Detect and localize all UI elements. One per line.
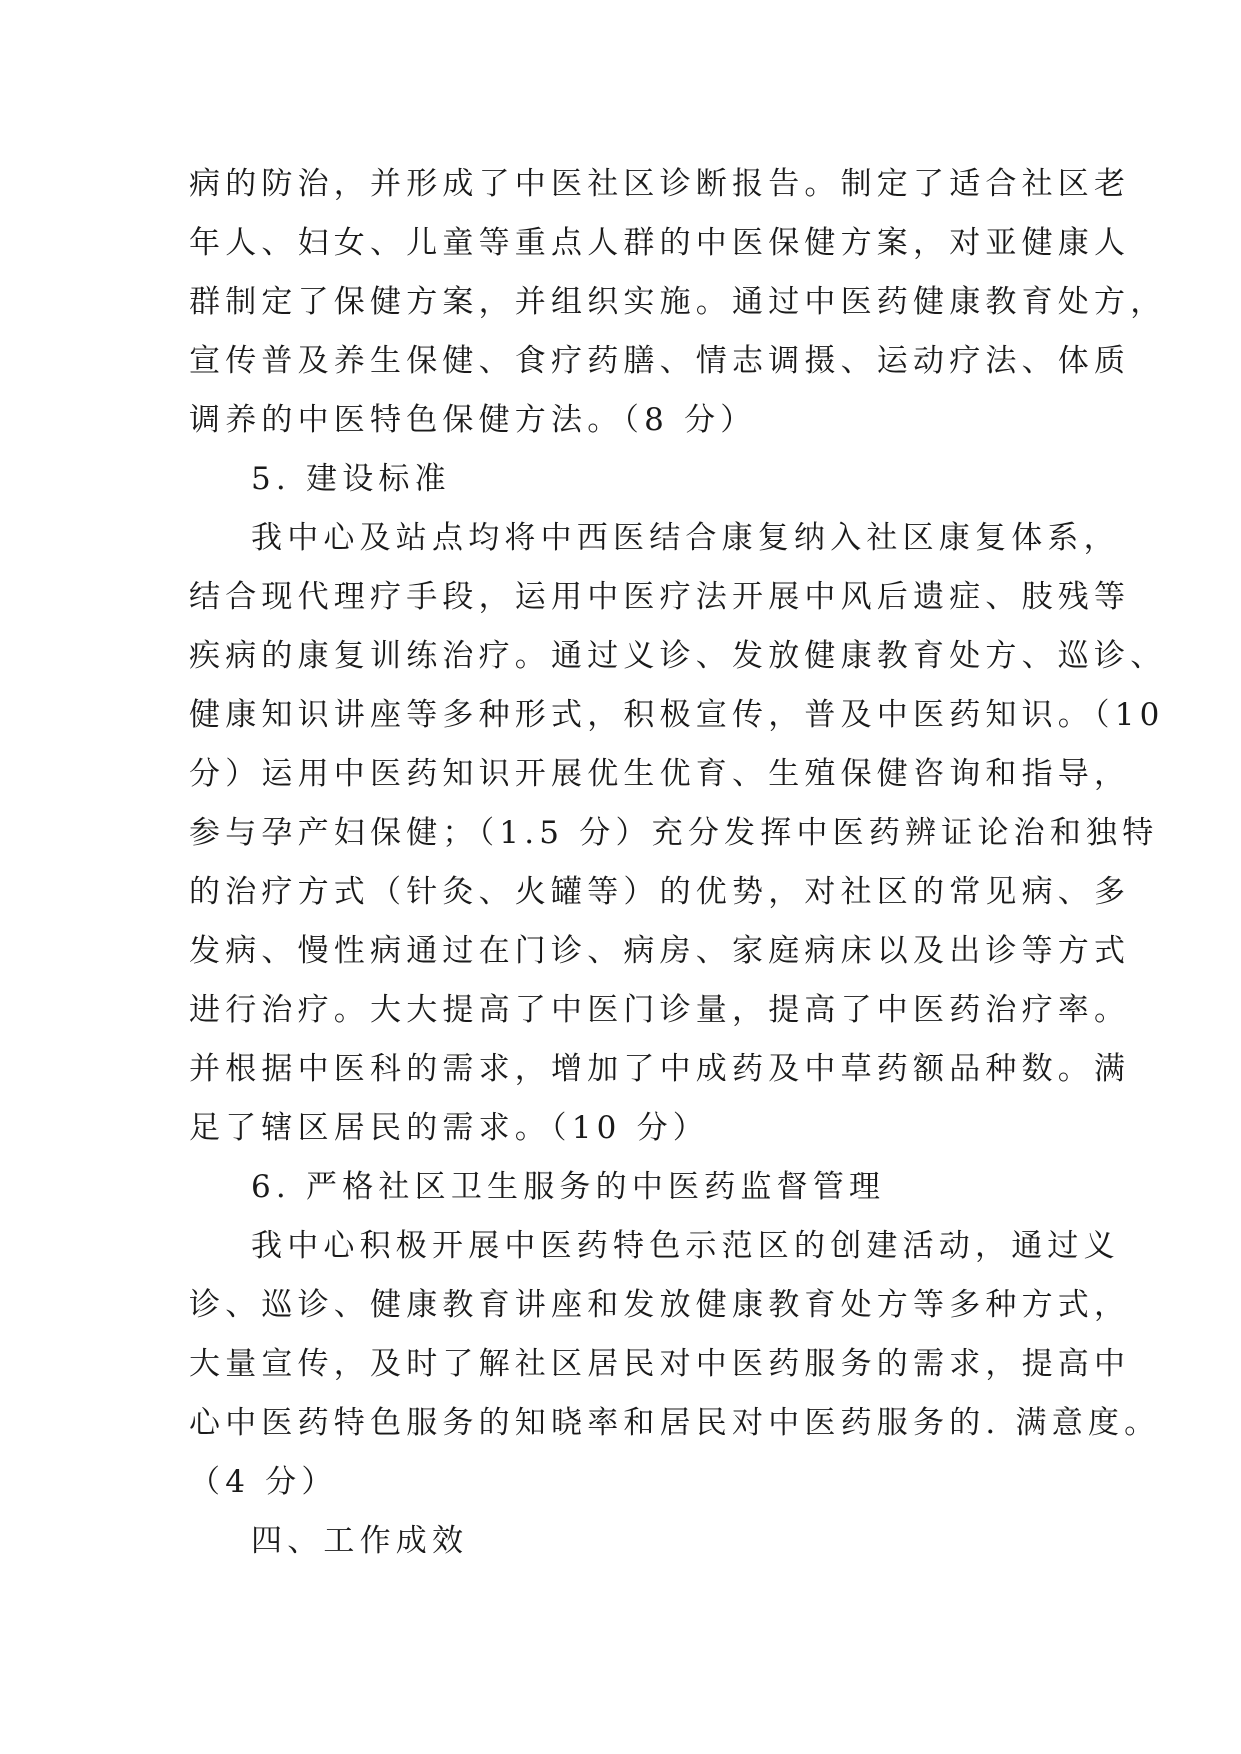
text-line: 年人、妇女、儿童等重点人群的中医保健方案，对亚健康人	[189, 225, 1131, 261]
text-line: 健康知识讲座等多种形式，积极宣传，普及中医药知识。（10	[189, 697, 1165, 733]
text-line: 并根据中医科的需求，增加了中成药及中草药额品种数。满	[189, 1051, 1131, 1087]
text-line: 的治疗方式（针灸、火罐等）的优势，对社区的常见病、多	[189, 874, 1131, 910]
text-line: （4 分）	[189, 1464, 338, 1500]
text-line: 病的防治，并形成了中医社区诊断报告。制定了适合社区老	[189, 166, 1131, 202]
text-line: 足了辖区居民的需求。（10 分）	[189, 1110, 709, 1146]
text-line: 群制定了保健方案，并组织实施。通过中医药健康教育处方，	[189, 284, 1167, 320]
text-line: 宣传普及养生保健、食疗药膳、情志调摄、运动疗法、体质	[189, 343, 1131, 379]
section-heading: 5. 建设标准	[251, 461, 451, 497]
text-line: 诊、巡诊、健康教育讲座和发放健康教育处方等多种方式，	[189, 1287, 1131, 1323]
section-heading: 6. 严格社区卫生服务的中医药监督管理	[251, 1169, 886, 1205]
text-line: 心中医药特色服务的知晓率和居民对中医药服务的. 满意度。	[189, 1405, 1161, 1441]
text-line: 分）运用中医药知识开展优生优育、生殖保健咨询和指导，	[189, 756, 1131, 792]
section-heading: 四、工作成效	[251, 1523, 469, 1559]
text-line: 参与孕产妇保健；（1.5 分）充分发挥中医药辨证论治和独特	[189, 815, 1159, 851]
paragraph-start: 我中心积极开展中医药特色示范区的创建活动，通过义	[251, 1228, 1120, 1264]
text-line: 大量宣传，及时了解社区居民对中医药服务的需求，提高中	[189, 1346, 1131, 1382]
text-line: 发病、慢性病通过在门诊、病房、家庭病床以及出诊等方式	[189, 933, 1131, 969]
document-body	[189, 155, 1167, 1571]
text-line: 疾病的康复训练治疗。通过义诊、发放健康教育处方、巡诊、	[189, 638, 1167, 674]
paragraph-start: 我中心及站点均将中西医结合康复纳入社区康复体系，	[251, 520, 1120, 556]
text-line: 调养的中医特色保健方法。（8 分）	[189, 402, 757, 438]
text-line: 进行治疗。大大提高了中医门诊量，提高了中医药治疗率。	[189, 992, 1131, 1028]
text-line: 结合现代理疗手段，运用中医疗法开展中风后遗症、肢残等	[189, 579, 1131, 615]
